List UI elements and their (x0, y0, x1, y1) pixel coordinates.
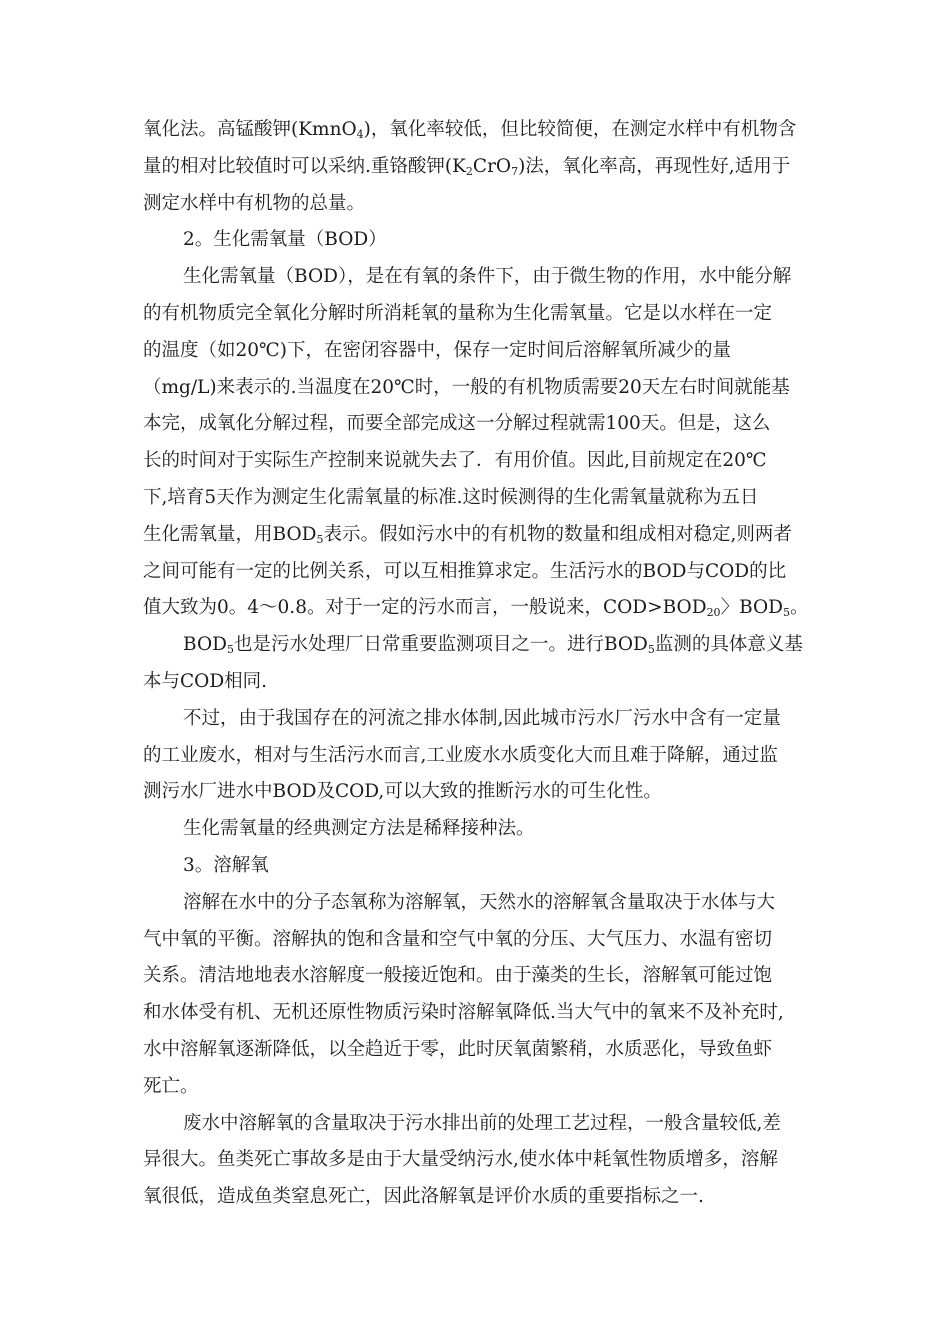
text-run: 下,培育5天作为测定生化需氧量的标准.这时候测得的生化需氧量就称为五日 (143, 486, 759, 508)
text-run: 生化需氧量的经典测定方法是稀释接种法。 (183, 818, 535, 840)
subscript: 4 (356, 128, 364, 141)
text-run: 水中溶解氧逐渐降低，以全趋近于零，此时厌氧菌繁稍，水质恶化，导致鱼虾 (143, 1038, 773, 1060)
text-line (143, 701, 815, 738)
text-run: （mg/L)来表示的.当温度在20℃时，一般的有机物质需要20天左右时间就能基 (143, 376, 790, 398)
text-run: 溶解在水中的分子态氧称为溶解氧，天然水的溶解氧含量取决于水体与大 (183, 891, 776, 913)
paragraph (143, 112, 815, 222)
text-run: 测定水样中有机物的总量。 (143, 192, 366, 214)
text-run: 和水体受有机、无机还原性物质污染时溶解氧降低.当大气中的氧来不及补充时, (143, 1002, 784, 1024)
text-line (143, 149, 815, 186)
text-line (143, 259, 815, 296)
text-line (143, 333, 815, 370)
text-run: )法，氧化率高，再现性好,适用于 (518, 155, 791, 177)
text-run: )，氧化率较低，但比较简便，在测定水样中有机物含 (363, 119, 797, 140)
paragraph (143, 885, 815, 1106)
text-run: 气中氧的平衡。溶解执的饱和含量和空气中氧的分压、大气压力、水温有密切 (143, 928, 773, 950)
text-run: 长的时间对于实际生产控制来说就失去了．有用价值。因此,目前规定在20℃ (143, 450, 767, 472)
text-line (143, 1142, 815, 1179)
text-line (143, 627, 815, 664)
text-run: 死亡。 (143, 1075, 199, 1097)
text-line (143, 664, 815, 701)
paragraph (143, 627, 815, 701)
subscript: 2 (465, 164, 473, 178)
text-run: 的工业废水，相对与生活污水而言,工业废水水质变化大而且难于降解，通过监 (143, 744, 778, 766)
text-line (143, 738, 815, 775)
paragraph (143, 701, 815, 811)
text-run: 监测的具体意义基 (654, 634, 803, 656)
paragraph (143, 848, 815, 885)
text-run: 异很大。鱼类死亡事故多是由于大量受纳污水,使水体中耗氧性物质增多，溶解 (143, 1149, 778, 1171)
text-line (143, 112, 815, 149)
text-line (143, 1106, 815, 1143)
text-run: 测污水厂进水中BOD及COD,可以大致的推断污水的可生化性。 (143, 781, 662, 803)
subscript: 5 (316, 532, 324, 546)
text-line (143, 222, 815, 259)
text-run: 量的相对比较值时可以采纳.重铬酸钾(K (143, 155, 466, 177)
text-line (143, 186, 815, 223)
text-line (143, 995, 815, 1032)
text-run: BOD (183, 634, 227, 656)
text-line (143, 1179, 815, 1216)
text-run: 2。生化需氧量（BOD） (183, 229, 387, 251)
paragraph (143, 259, 815, 627)
text-run: CrO (472, 155, 512, 177)
text-run: 值大致为0。4～0.8。对于一定的污水而言，一般说来，COD>BOD (143, 597, 707, 619)
text-line (143, 554, 815, 591)
subscript: 5 (647, 643, 655, 657)
text-run: 生化需氧量（BOD），是在有氧的条件下，由于微生物的作用，水中能分解 (183, 266, 792, 288)
text-run: 本与COD相同. (143, 670, 268, 692)
text-run: 生化需氧量，用BOD (143, 523, 317, 545)
subscript: 5 (783, 606, 791, 620)
paragraph (143, 1106, 815, 1216)
text-line (143, 370, 815, 407)
text-line (143, 922, 815, 959)
subscript: 20 (706, 606, 721, 620)
paragraph (143, 222, 815, 259)
text-line (143, 1032, 815, 1069)
text-run: 3。溶解氧 (183, 854, 269, 876)
text-line (143, 517, 815, 554)
text-run: 。 (790, 597, 809, 619)
text-line (143, 885, 815, 922)
text-line (143, 848, 815, 885)
text-run: 不过，由于我国存在的河流之排水体制,因此城市污水厂污水中含有一定量 (183, 707, 781, 729)
paragraph (143, 811, 815, 848)
text-run: 本完，成氧化分解过程，而要全部完成这一分解过程就需100天。但是，这么 (143, 413, 771, 435)
text-line (143, 590, 815, 627)
text-run: 氧化法。高锰酸钾(KmnO (143, 119, 357, 140)
text-run: 〉BOD (720, 597, 784, 619)
text-run: 关系。清洁地地表水溶解度一般接近饱和。由于藻类的生长，溶解氧可能过饱 (143, 965, 773, 987)
text-line (143, 296, 815, 333)
text-line (143, 811, 815, 848)
text-run: 的温度（如20℃)下，在密闭容器中，保存一定时间后溶解氧所减少的量 (143, 339, 731, 361)
text-run: 的有机物质完全氧化分解时所消耗氧的量称为生化需氧量。它是以水样在一定 (143, 302, 773, 324)
text-run: 之间可能有一定的比例关系，可以互相推算求定。生活污水的BOD与COD的比 (143, 560, 787, 582)
text-run: 氧很低，造成鱼类窒息死亡，因此洛解氧是评价水质的重要指标之一. (143, 1186, 704, 1208)
text-line (143, 480, 815, 517)
text-line (143, 1069, 815, 1106)
text-line (143, 958, 815, 995)
subscript: 5 (226, 643, 234, 657)
text-run: 表示。假如污水中的有机物的数量和组成相对稳定,则两者 (323, 523, 792, 545)
text-line (143, 406, 815, 443)
text-run: 废水中溶解氧的含量取决于污水排出前的处理工艺过程，一般含量较低,差 (183, 1112, 781, 1134)
text-line (143, 774, 815, 811)
text-run: 也是污水处理厂日常重要监测项目之一。进行BOD (233, 634, 648, 656)
text-line (143, 443, 815, 480)
subscript: 7 (511, 164, 519, 178)
document-body (143, 112, 815, 1216)
